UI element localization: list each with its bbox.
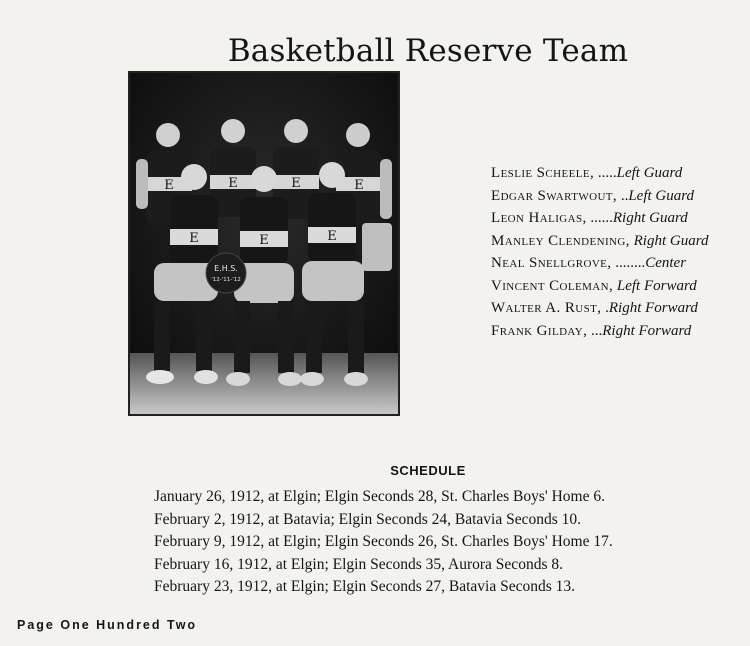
jersey-letter: E xyxy=(189,231,199,246)
roster-list xyxy=(491,162,741,342)
roster-row: Vincent Coleman, Left Forward xyxy=(491,277,697,294)
page-footer: Page One Hundred Two xyxy=(17,618,198,632)
schedule-game: February 23, 1912, at Elgin; Elgin Seconds 27, Batavia Seconds 13. xyxy=(154,578,576,595)
ball-text: E.H.S. xyxy=(214,264,238,273)
roster-row: Leslie Scheele, .....Left Guard xyxy=(491,165,683,181)
roster-row: Walter A. Rust, .Right Forward xyxy=(491,300,698,316)
jersey-letter: E xyxy=(259,233,269,248)
roster-row: Leon Haligas, ......Right Guard xyxy=(491,210,688,226)
roster-row: Manley Clendening, Right Guard xyxy=(491,232,709,249)
team-photo-illustration xyxy=(130,73,398,414)
jersey-letter: E xyxy=(291,176,301,191)
schedule-list xyxy=(154,486,714,599)
schedule-heading: SCHEDULE xyxy=(390,463,466,478)
jersey-letter: E xyxy=(164,178,174,193)
roster-row: Edgar Swartwout, ..Left Guard xyxy=(491,187,695,204)
jersey-letter: E xyxy=(327,229,337,244)
schedule-game: February 16, 1912, at Elgin; Elgin Seconds 35, Aurora Seconds 8. xyxy=(154,555,563,573)
basketball xyxy=(206,253,246,293)
ball-year: '12-'11-'12 xyxy=(211,277,241,283)
jersey-letter: E xyxy=(354,178,364,193)
schedule-game: February 9, 1912, at Elgin; Elgin Seconds 26, St. Charles Boys' Home 17. xyxy=(154,533,613,550)
jersey-letter: E xyxy=(228,176,238,191)
schedule-game: February 2, 1912, at Batavia; Elgin Seconds 24, Batavia Seconds 10. xyxy=(154,510,582,528)
roster-row: Neal Snellgrove, ........Center xyxy=(491,255,687,271)
roster-row: Frank Gilday, ...Right Forward xyxy=(491,322,692,339)
team-photo xyxy=(128,71,400,416)
page-title: Basketball Reserve Team xyxy=(227,32,629,69)
schedule-game: January 26, 1912, at Elgin; Elgin Seconds 28, St. Charles Boys' Home 6. xyxy=(154,488,605,505)
